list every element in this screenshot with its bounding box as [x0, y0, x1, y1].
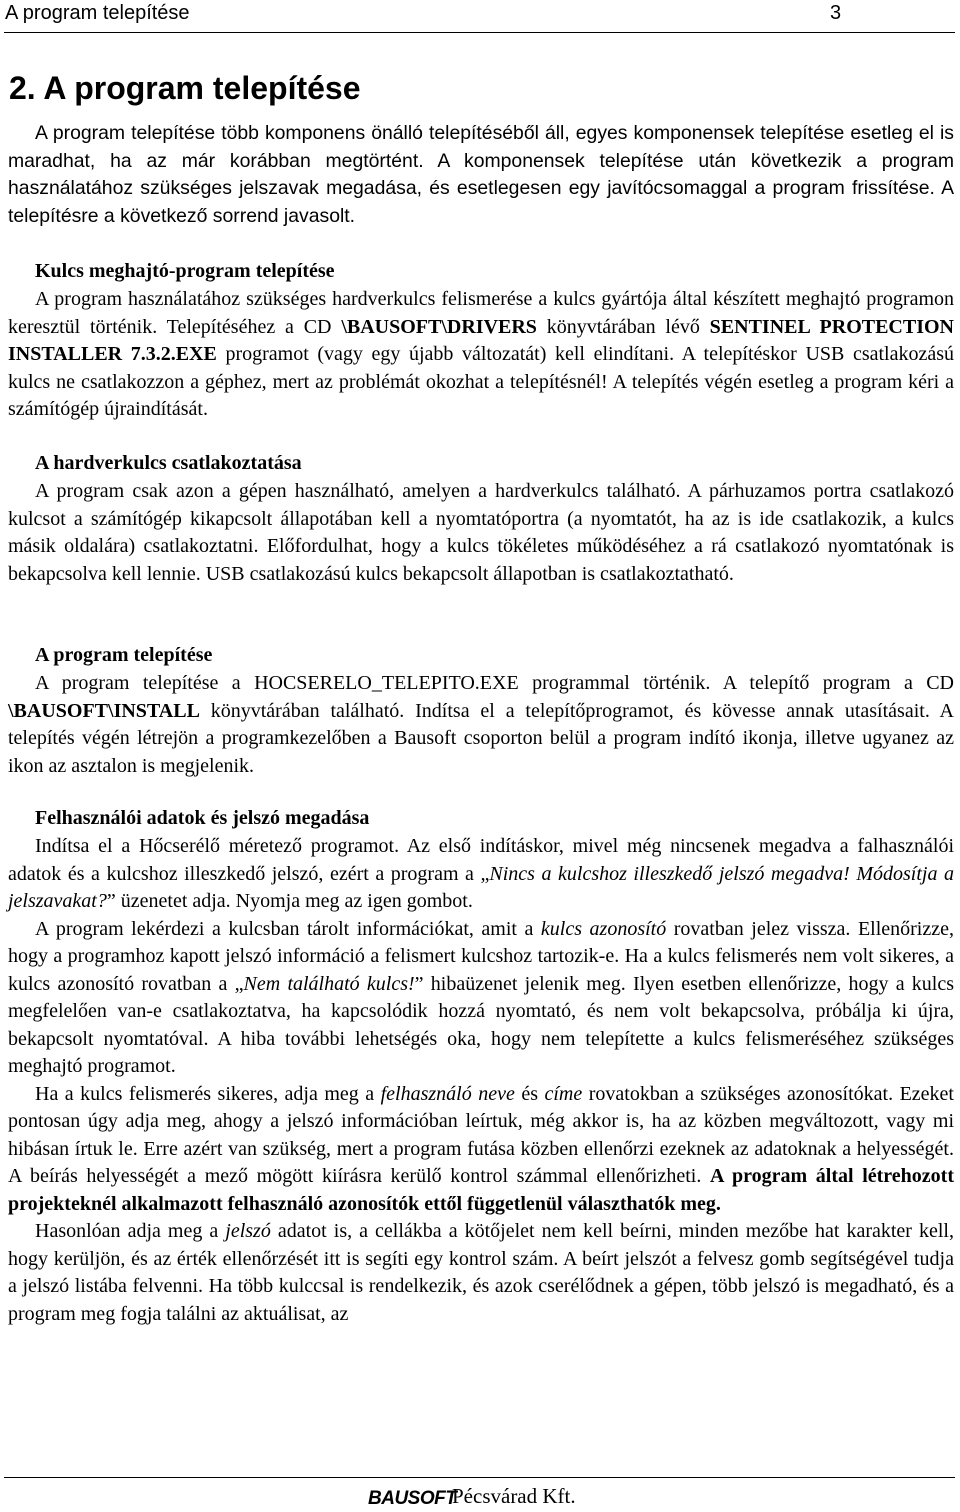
text-run: Indítsa el a Hőcserélő méretező programot. Az első indításkor, mivel még nincsenek megadva a falhasználói adatok és a kulcshoz illeszkedő jelszó, ezért a program a „	[8, 835, 954, 885]
section-key-connect	[8, 478, 954, 588]
text-run: könyvtárában található. Indítsa el a telepítőprogramot, és kövesse annak utasításait. A telepítés végén létrejön a programkezelőben a Bausoft csoporton belül a program indító ikonja, illetve ugyanez az ikon az asztalon is megjelenik.	[8, 699, 954, 777]
text-run: adatot is, a cellákba a kötőjelet nem kell beírni, minden mezőbe hat karakter kell, hogy kerüljön, és az érték ellenőrzését itt is segíti egy kontrol szám. A beírt jelszót a felvesz gomb segítségével tudja a jelszó listába felvenni. Ha több kulccsal is rendelkezik, és azok cserélődnek a gépen, több jelszó is megadható, és a program meg fogja találni az aktuálisat, az	[8, 1220, 954, 1325]
text-run: rovatokban a szükséges azonosítókat. Ezeket pontosan úgy adja meg, ahogy a jelszó információban leírtuk, még akkor is, ha az közben megváltozott, vagy mi hibásan írtuk le. Erre azért van szükség, mert a program futása közben ellenőrzi ezeknek az adatoknak a helyességét. A beírás helyességét a mező mögött kiírásra kerülő kontrol számmal ellenőrizheti.	[8, 1082, 954, 1187]
text-run: és	[514, 1082, 545, 1105]
error-message: Nem található kulcs!	[243, 972, 415, 995]
text-run: A program használatához szükséges hardverkulcs felismerése a kulcs gyártója által készített meghajtó programon keresztül történik. Telepítéséhez a CD	[8, 288, 954, 338]
paragraph	[8, 833, 954, 916]
paragraph	[8, 286, 954, 424]
section-heading-key-connect: A hardverkulcs csatlakoztatása	[35, 452, 302, 474]
paragraph	[8, 916, 954, 1081]
section-heading-user-data: Felhasználói adatok és jelszó megadása	[35, 807, 370, 829]
install-path: \BAUSOFT\INSTALL	[8, 699, 200, 722]
text-run: programot (vagy egy újabb változatát) kell elindítani. A telepítéskor USB csatlakozású kulcs ne csatlakozzon a géphez, mert az problémát okozhat a telepítésnél! A telepítés végén esetleg a program kéri a számítógép újraindítását.	[8, 343, 955, 420]
text-run: Hasonlóan adja meg a	[35, 1220, 226, 1242]
text-run: A program lekérdezi a kulcsban tárolt információkat, amit a	[35, 917, 541, 940]
installer-filename: SENTINEL PROTECTION INSTALLER 7.3.2.EXE	[8, 315, 955, 365]
company-name: Pécsvárad Kft.	[452, 1484, 576, 1508]
chapter-title: 2. A program telepítése	[9, 70, 361, 106]
paragraph	[8, 1218, 954, 1328]
paragraph	[8, 1081, 954, 1219]
text-run: A program telepítése a	[35, 672, 255, 694]
intro-text-part-1: A program telepítése több komponens önálló telepítéséből áll, egyes komponensek telepítése esetleg el is maradhat, ha az már korábban megtörtént.	[8, 122, 954, 172]
field-name: felhasználó neve	[380, 1082, 515, 1105]
field-name: jelszó	[225, 1220, 271, 1242]
intro-block	[8, 120, 954, 230]
section-key-driver	[8, 286, 954, 424]
section-user-data	[8, 833, 954, 1328]
text-run: ” üzenetet adja. Nyomja meg az igen gombot.	[106, 890, 473, 912]
header-title: A program telepítése	[5, 2, 190, 24]
setup-filename: HOCSERELO_TELEPITO.EXE	[254, 672, 519, 694]
bausoft-logo: BAUSOFT	[368, 1488, 457, 1509]
dialog-message: Nincs a kulcshoz illeszkedő jelszó megadva! Módosítja a jelszavakat?	[8, 862, 954, 912]
text-run: könyvtárában lévő	[536, 315, 710, 338]
driver-path: \BAUSOFT\DRIVERS	[341, 315, 537, 338]
text-run: programmal történik. A telepítő program a CD	[518, 672, 954, 694]
paragraph: A program csak azon a gépen használható, amelyen a hardverkulcs található. A párhuzamos portra csatlakozó kulcsot a számítógép kikapcsolt állapotában kell a nyomtatóportra (a nyomtatót, ha az is ide csatlakozik, a kulcs másik oldalára) csatlakoztatni. Előfordulhat, hogy a kulcs tökéletes működéséhez a rá csatlakozó nyomtatónak is bekapcsolva kell lennie. USB csatlakozású kulcs bekapcsolt állapotban is csatlakoztatható.	[8, 480, 954, 585]
header-rule	[4, 32, 955, 33]
footer-rule	[4, 1477, 955, 1478]
text-run: rovatban jelez vissza. Ellenőrizze, hogy a programhoz kapott jelszó információ a felismert kulcshoz tartozik-e. Ha a kulcs felismerés nem volt sikeres, a kulcs azonosító rovatban a „	[8, 917, 954, 995]
section-heading-program-install: A program telepítése	[35, 644, 213, 666]
running-header	[0, 0, 960, 30]
paragraph	[8, 670, 954, 780]
text-run: ” hibaüzenet jelenik meg. Ilyen esetben ellenőrizze, hogy a kulcs megfelelően van-e csatlakoztatva, ha kapcsolódik hozzá nyomtató, és nem volt bekapcsolva, próbálja ki újra, bekapcsolt nyomtatóval. A hiba további lehetségés oka, hogy nem telepítette a kulcs felismeréséhez szükséges meghajtó programot.	[8, 972, 955, 1077]
section-program-install	[8, 670, 954, 780]
field-name: címe	[544, 1082, 583, 1105]
intro-paragraph	[8, 120, 954, 230]
page-number: 3	[830, 2, 842, 24]
bold-note: A program által létrehozott projekteknél alkalmazott felhasználó azonosítók ettől függetlenül választhatók meg.	[8, 1165, 954, 1215]
field-name: kulcs azonosító	[540, 917, 667, 940]
text-run: Ha a kulcs felismerés sikeres, adja meg a	[35, 1082, 381, 1105]
intro-text-part-2: A komponensek telepítése után következik a program használatához szükséges jelszavak megadása, és esetlegesen egy javítócsomaggal a program frissítése. A telepítésre a következő sorrend javasolt.	[8, 149, 954, 227]
page-footer	[0, 1474, 960, 1512]
section-heading-key-driver: Kulcs meghajtó-program telepítése	[35, 260, 335, 282]
